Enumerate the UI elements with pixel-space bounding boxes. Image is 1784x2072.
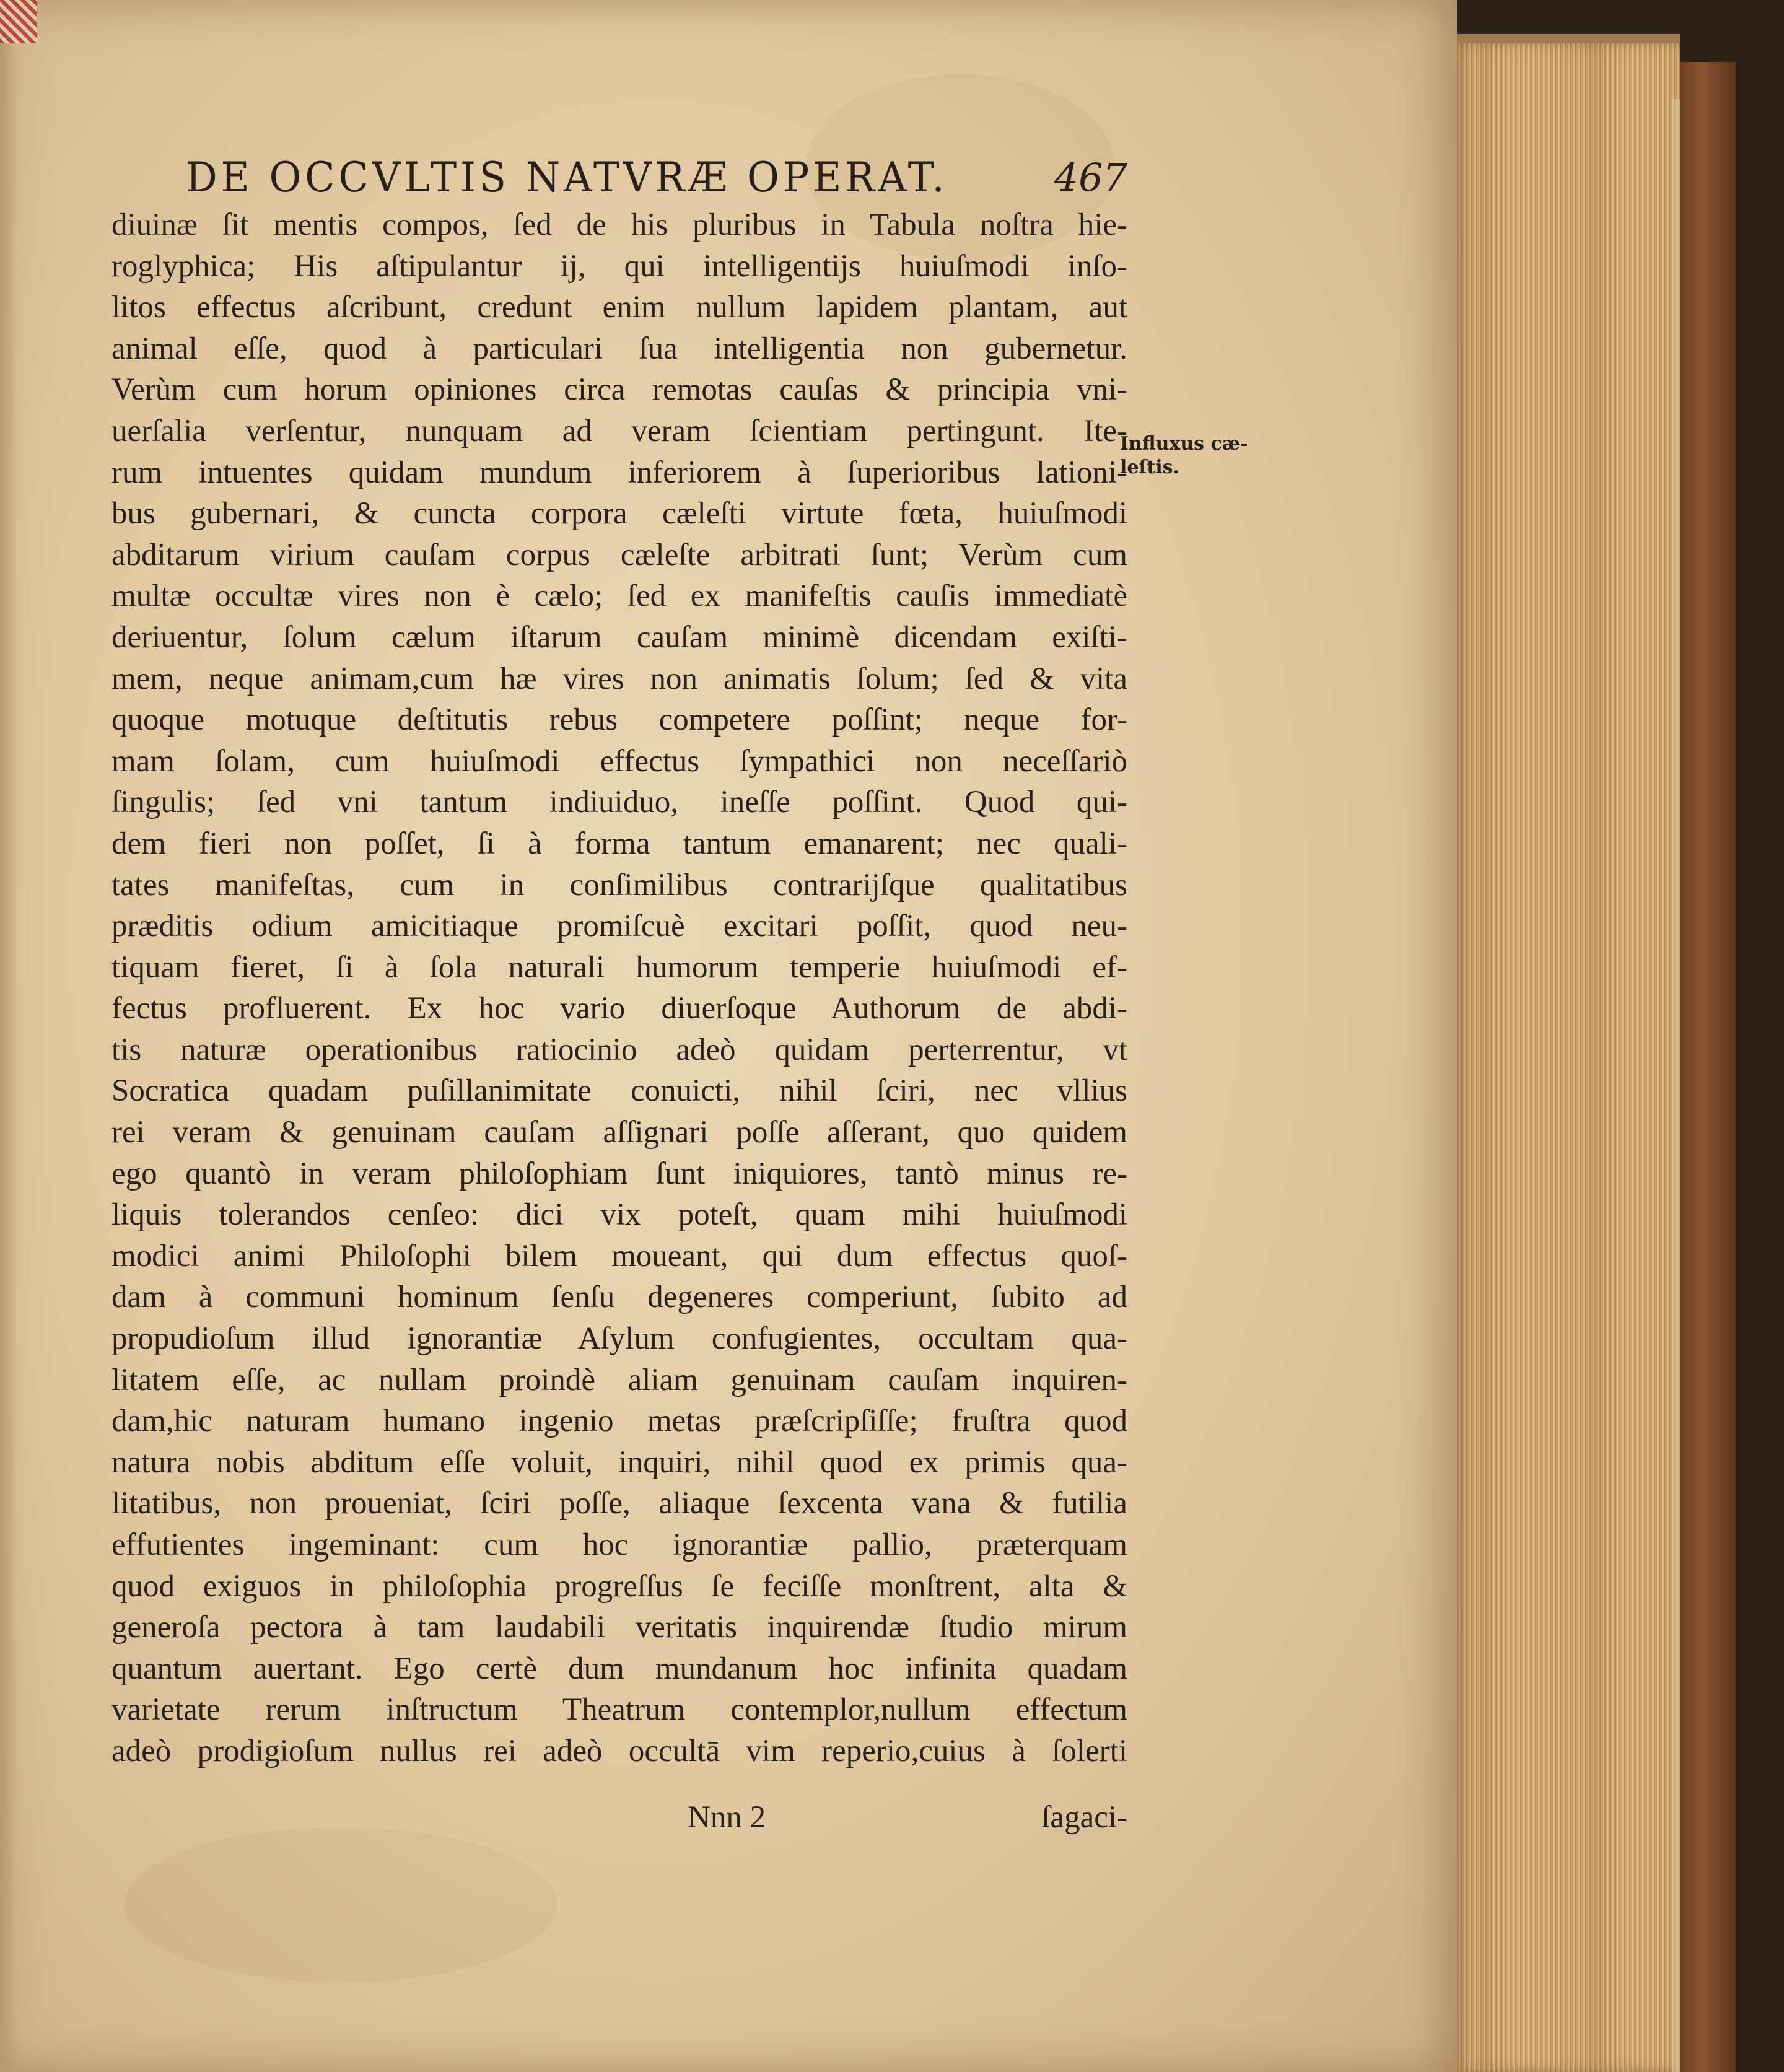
text-line: natura nobis abditum eſſe voluit, inquiri, nihil quod ex primis qua- [112,1445,1127,1480]
marginal-note-line: leſtis. [1120,457,1179,478]
text-line: modici animi Philoſophi bilem moueant, qui dum effectus quoſ- [112,1238,1127,1274]
text-line: varietate rerum inſtructum Theatrum contemplor,nullum effectum [112,1692,1127,1728]
text-line: Socratica quadam puſillanimitate conuicti, nihil ſciri, nec vllius [112,1073,1127,1109]
text-line: rei veram & genuinam cauſam aſſignari poſſe aſſerant, quo quidem [112,1115,1127,1150]
paper-stain [124,1827,558,1982]
text-line: tiquam fieret, ſi à ſola naturali humorum temperie huiuſmodi ef- [112,950,1127,985]
text-line: uerſalia verſentur, nunquam ad veram ſcientiam pertingunt. Ite- [112,413,1127,448]
text-line: generoſa pectora à tam laudabili veritatis inquirendæ ſtudio mirum [112,1610,1127,1645]
page-footer [112,1799,1127,1843]
body-text [112,204,1127,1772]
text-line: diuinæ ſit mentis compos, ſed de his pluribus in Tabula noſtra hie- [112,208,1127,242]
marginal-note-line: Influxus cæ- [1120,433,1248,455]
text-line: fectus profluerent. Ex hoc vario diuerſoque Authorum de abdi- [112,991,1127,1026]
text-line: dam à communi hominum ſenſu degeneres comperiunt, ſubito ad [112,1280,1127,1315]
text-line: rum intuentes quidam mundum inferiorem à ſuperioribus lationi- [112,455,1127,490]
signature-mark: Nnn 2 [688,1800,766,1835]
page-block-edges [1457,43,1680,2072]
text-line: Verùm cum horum opiniones circa remotas cauſas & principia vni- [112,372,1127,408]
text-line: quantum auertant. Ego certè dum mundanum hoc infinita quadam [112,1651,1127,1686]
book-cover-edge [1680,62,1736,2072]
text-line: quoque motuque deſtitutis rebus competere poſſint; neque for- [112,702,1127,738]
text-line: bus gubernari, & cuncta corpora cæleſti virtute fœta, huiuſmodi [112,496,1127,531]
text-line: animal eſſe, quod à particulari ſua intelligentia non gubernetur. [112,331,1127,366]
running-header [186,154,1127,209]
text-line: abditarum virium cauſam corpus cæleſte arbitrati ſunt; Verùm cum [112,537,1127,572]
text-line: dem fieri non poſſet, ſi à forma tantum emanarent; nec quali- [112,826,1127,861]
text-line: multæ occultæ vires non è cælo; ſed ex manifeſtis cauſis immediatè [112,579,1127,614]
running-title: DE OCCVLTIS NATVRÆ OPERAT. [186,154,948,201]
catchword: ſagaci- [1041,1800,1127,1835]
text-line: dam,hic naturam humano ingenio metas præſcripſiſſe; fruſtra quod [112,1404,1127,1439]
text-line: deriuentur, ſolum cælum iſtarum cauſam minimè dicendam exiſti- [112,619,1127,655]
page-number: 467 [1054,155,1127,200]
text-line: præditis odium amicitiaque promiſcuè excitari poſſit, quod neu- [112,909,1127,944]
text-line: ſingulis; ſed vni tantum indiuiduo, ineſſe poſſint. Quod qui- [112,785,1127,820]
spine-fold [0,0,17,2072]
text-line: adeò prodigioſum nullus rei adeò occultā vim reperio,cuius à ſolerti [112,1733,1127,1768]
text-line: propudioſum illud ignorantiæ Aſylum confugientes, occultam qua- [112,1321,1127,1357]
text-line: liquis tolerandos cenſeo: dici vix poteſt, quam mihi huiuſmodi [112,1197,1127,1233]
text-line: roglyphica; His aſtipulantur ij, qui intelligentijs huiuſmodi inſo- [112,248,1127,284]
text-line: tis naturæ operationibus ratiocinio adeò quidam perterrentur, vt [112,1032,1127,1067]
text-line: effutientes ingeminant: cum hoc ignorantiæ pallio, præterquam [112,1528,1127,1562]
text-line: litos effectus aſcribunt, credunt enim nullum lapidem plantam, aut [112,290,1127,325]
binding-corner [0,0,37,43]
text-line: mam ſolam, cum huiuſmodi effectus ſympathici non neceſſariò [112,743,1127,779]
text-line: litatibus, non proueniat, ſciri poſſe, aliaque ſexcenta vana & futilia [112,1486,1127,1521]
marginal-note [1120,432,1293,479]
text-line: tates manifeſtas, cum in conſimilibus contrarijſque qualitatibus [112,867,1127,903]
text-line: ego quantò in veram philoſophiam ſunt iniquiores, tantò minus re- [112,1156,1127,1191]
text-line: mem, neque animam,cum hæ vires non animatis ſolum; ſed & vita [112,661,1127,696]
text-line: quod exiguos in philoſophia progreſſus ſe feciſſe monſtrent, alta & [112,1568,1127,1604]
text-line: litatem eſſe, ac nullam proindè aliam genuinam cauſam inquiren- [112,1362,1127,1397]
